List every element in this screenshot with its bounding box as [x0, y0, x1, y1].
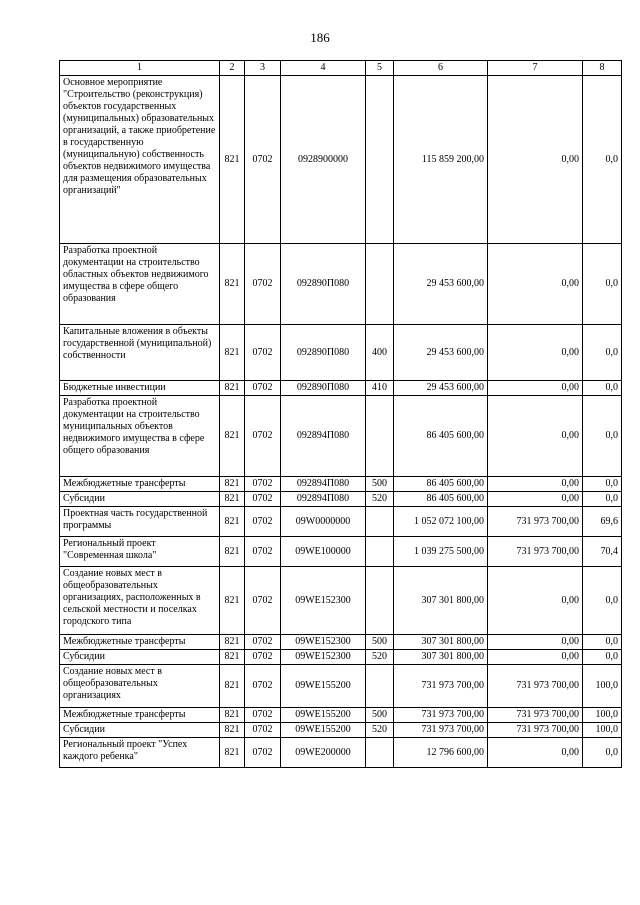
expense-type-cell — [366, 537, 394, 567]
target-article-cell: 09WE155200 — [281, 665, 366, 708]
row-name-cell: Разработка проектной документации на строительство муниципальных объектов недвижимого имущества в сфере общего образования — [60, 396, 220, 477]
admin-code-cell: 821 — [220, 244, 245, 325]
table-row — [60, 492, 622, 507]
row-name-cell: Капитальные вложения в объекты государственной (муниципальной) собственности — [60, 325, 220, 381]
row-name-cell: Межбюджетные трансферты — [60, 708, 220, 723]
target-article-cell: 09WE100000 — [281, 537, 366, 567]
planned-amount-cell: 86 405 600,00 — [394, 477, 488, 492]
percent-cell: 100,0 — [583, 665, 622, 708]
admin-code-cell: 821 — [220, 665, 245, 708]
row-name-cell: Субсидии — [60, 492, 220, 507]
row-name-cell: Основное мероприятие "Строительство (реконструкция) объектов государственных (муниципальных) образовательных организаций, а также приобретение в государственную (муниципальную) собственность объектов недвижимого имущества для размещения образовательных организаций" — [60, 76, 220, 244]
section-code-cell: 0702 — [245, 723, 281, 738]
table-body — [60, 76, 622, 768]
executed-amount-cell: 0,00 — [488, 325, 583, 381]
expense-type-cell: 400 — [366, 325, 394, 381]
planned-amount-cell: 115 859 200,00 — [394, 76, 488, 244]
section-code-cell: 0702 — [245, 396, 281, 477]
row-name-cell: Создание новых мест в общеобразовательных организациях — [60, 665, 220, 708]
admin-code-cell: 821 — [220, 567, 245, 635]
table-row — [60, 738, 622, 768]
target-article-cell: 09WE152300 — [281, 635, 366, 650]
column-header: 2 — [220, 61, 245, 76]
executed-amount-cell: 731 973 700,00 — [488, 507, 583, 537]
table-row — [60, 635, 622, 650]
table-row — [60, 396, 622, 477]
target-article-cell: 092890П080 — [281, 244, 366, 325]
admin-code-cell: 821 — [220, 325, 245, 381]
target-article-cell: 092894П080 — [281, 396, 366, 477]
expense-type-cell: 500 — [366, 708, 394, 723]
section-code-cell: 0702 — [245, 381, 281, 396]
row-name-cell: Разработка проектной документации на строительство областных объектов недвижимого имущества в сфере общего образования — [60, 244, 220, 325]
admin-code-cell: 821 — [220, 738, 245, 768]
executed-amount-cell: 731 973 700,00 — [488, 665, 583, 708]
target-article-cell: 09WE155200 — [281, 723, 366, 738]
target-article-cell: 09WE200000 — [281, 738, 366, 768]
section-code-cell: 0702 — [245, 244, 281, 325]
executed-amount-cell: 731 973 700,00 — [488, 537, 583, 567]
row-name-cell: Региональный проект "Современная школа" — [60, 537, 220, 567]
section-code-cell: 0702 — [245, 537, 281, 567]
table-row — [60, 76, 622, 244]
admin-code-cell: 821 — [220, 396, 245, 477]
target-article-cell: 0928900000 — [281, 76, 366, 244]
executed-amount-cell: 0,00 — [488, 396, 583, 477]
section-code-cell: 0702 — [245, 650, 281, 665]
planned-amount-cell: 86 405 600,00 — [394, 492, 488, 507]
section-code-cell: 0702 — [245, 76, 281, 244]
section-code-cell: 0702 — [245, 738, 281, 768]
target-article-cell: 092894П080 — [281, 477, 366, 492]
planned-amount-cell: 29 453 600,00 — [394, 381, 488, 396]
column-header: 5 — [366, 61, 394, 76]
planned-amount-cell: 731 973 700,00 — [394, 723, 488, 738]
table-row — [60, 244, 622, 325]
admin-code-cell: 821 — [220, 635, 245, 650]
planned-amount-cell: 12 796 600,00 — [394, 738, 488, 768]
table-row — [60, 665, 622, 708]
target-article-cell: 09WE152300 — [281, 567, 366, 635]
percent-cell: 0,0 — [583, 325, 622, 381]
section-code-cell: 0702 — [245, 635, 281, 650]
percent-cell: 0,0 — [583, 567, 622, 635]
percent-cell: 0,0 — [583, 396, 622, 477]
percent-cell: 100,0 — [583, 723, 622, 738]
row-name-cell: Проектная часть государственной программы — [60, 507, 220, 537]
planned-amount-cell: 731 973 700,00 — [394, 665, 488, 708]
planned-amount-cell: 1 039 275 500,00 — [394, 537, 488, 567]
planned-amount-cell: 29 453 600,00 — [394, 244, 488, 325]
admin-code-cell: 821 — [220, 76, 245, 244]
planned-amount-cell: 1 052 072 100,00 — [394, 507, 488, 537]
row-name-cell: Бюджетные инвестиции — [60, 381, 220, 396]
table-row — [60, 567, 622, 635]
section-code-cell: 0702 — [245, 708, 281, 723]
expense-type-cell — [366, 567, 394, 635]
column-header: 8 — [583, 61, 622, 76]
table-row — [60, 650, 622, 665]
expense-type-cell: 520 — [366, 723, 394, 738]
percent-cell: 0,0 — [583, 738, 622, 768]
expense-type-cell: 500 — [366, 635, 394, 650]
executed-amount-cell: 0,00 — [488, 650, 583, 665]
admin-code-cell: 821 — [220, 381, 245, 396]
percent-cell: 0,0 — [583, 635, 622, 650]
executed-amount-cell: 0,00 — [488, 635, 583, 650]
table-row — [60, 537, 622, 567]
planned-amount-cell: 731 973 700,00 — [394, 708, 488, 723]
executed-amount-cell: 731 973 700,00 — [488, 708, 583, 723]
section-code-cell: 0702 — [245, 665, 281, 708]
executed-amount-cell: 0,00 — [488, 477, 583, 492]
column-header: 3 — [245, 61, 281, 76]
executed-amount-cell: 731 973 700,00 — [488, 723, 583, 738]
section-code-cell: 0702 — [245, 507, 281, 537]
budget-table — [59, 60, 622, 768]
percent-cell: 0,0 — [583, 477, 622, 492]
percent-cell: 0,0 — [583, 650, 622, 665]
planned-amount-cell: 307 301 800,00 — [394, 635, 488, 650]
admin-code-cell: 821 — [220, 477, 245, 492]
table-row — [60, 477, 622, 492]
column-header: 1 — [60, 61, 220, 76]
expense-type-cell — [366, 507, 394, 537]
target-article-cell: 092894П080 — [281, 492, 366, 507]
row-name-cell: Межбюджетные трансферты — [60, 477, 220, 492]
expense-type-cell — [366, 738, 394, 768]
expense-type-cell: 520 — [366, 650, 394, 665]
target-article-cell: 09WE152300 — [281, 650, 366, 665]
expense-type-cell — [366, 396, 394, 477]
percent-cell: 0,0 — [583, 76, 622, 244]
row-name-cell: Межбюджетные трансферты — [60, 635, 220, 650]
table-row — [60, 325, 622, 381]
section-code-cell: 0702 — [245, 325, 281, 381]
table-row — [60, 381, 622, 396]
section-code-cell: 0702 — [245, 477, 281, 492]
column-number-row — [60, 61, 622, 76]
admin-code-cell: 821 — [220, 492, 245, 507]
expense-type-cell: 500 — [366, 477, 394, 492]
row-name-cell: Региональный проект "Успех каждого ребенка" — [60, 738, 220, 768]
percent-cell: 0,0 — [583, 244, 622, 325]
section-code-cell: 0702 — [245, 567, 281, 635]
table-row — [60, 708, 622, 723]
percent-cell: 70,4 — [583, 537, 622, 567]
target-article-cell: 092890П080 — [281, 381, 366, 396]
admin-code-cell: 821 — [220, 537, 245, 567]
target-article-cell: 09WE155200 — [281, 708, 366, 723]
expense-type-cell — [366, 76, 394, 244]
column-header: 4 — [281, 61, 366, 76]
table-row — [60, 507, 622, 537]
row-name-cell: Субсидии — [60, 650, 220, 665]
row-name-cell: Создание новых мест в общеобразовательных организациях, расположенных в сельской местности и поселках городского типа — [60, 567, 220, 635]
expense-type-cell — [366, 665, 394, 708]
executed-amount-cell: 0,00 — [488, 738, 583, 768]
percent-cell: 0,0 — [583, 381, 622, 396]
page-number: 186 — [310, 30, 330, 45]
admin-code-cell: 821 — [220, 708, 245, 723]
row-name-cell: Субсидии — [60, 723, 220, 738]
executed-amount-cell: 0,00 — [488, 492, 583, 507]
column-header: 6 — [394, 61, 488, 76]
column-header: 7 — [488, 61, 583, 76]
admin-code-cell: 821 — [220, 507, 245, 537]
percent-cell: 69,6 — [583, 507, 622, 537]
percent-cell: 100,0 — [583, 708, 622, 723]
planned-amount-cell: 307 301 800,00 — [394, 567, 488, 635]
admin-code-cell: 821 — [220, 650, 245, 665]
planned-amount-cell: 29 453 600,00 — [394, 325, 488, 381]
executed-amount-cell: 0,00 — [488, 567, 583, 635]
executed-amount-cell: 0,00 — [488, 244, 583, 325]
percent-cell: 0,0 — [583, 492, 622, 507]
expense-type-cell: 520 — [366, 492, 394, 507]
planned-amount-cell: 307 301 800,00 — [394, 650, 488, 665]
expense-type-cell: 410 — [366, 381, 394, 396]
table-row — [60, 723, 622, 738]
expense-type-cell — [366, 244, 394, 325]
planned-amount-cell: 86 405 600,00 — [394, 396, 488, 477]
executed-amount-cell: 0,00 — [488, 76, 583, 244]
admin-code-cell: 821 — [220, 723, 245, 738]
section-code-cell: 0702 — [245, 492, 281, 507]
target-article-cell: 092890П080 — [281, 325, 366, 381]
target-article-cell: 09W0000000 — [281, 507, 366, 537]
executed-amount-cell: 0,00 — [488, 381, 583, 396]
